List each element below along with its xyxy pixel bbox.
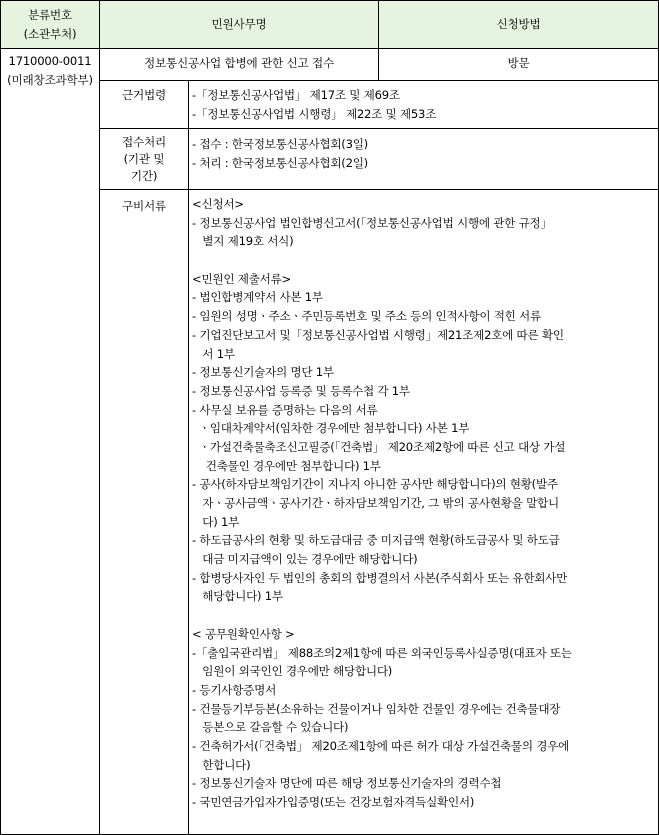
document-line: - 등기사항증명서 bbox=[192, 682, 277, 697]
document-line: - 건축허가서(「건축법」 제20조제1항에 따른 허가 대상 가설건축물의 경우에 bbox=[192, 738, 570, 753]
document-line: 등본으로 갈음할 수 있습니다) bbox=[192, 720, 349, 735]
legal-basis-label: 근거법령 bbox=[122, 88, 166, 102]
processing-label: 접수처리 bbox=[122, 135, 166, 149]
document-line: 건축물인 경우에만 첨부합니다) 1부 bbox=[192, 458, 381, 473]
document-line: - 기업진단보고서 및「정보통신공사업법 시행령」제21조제2호에 따른 확인 bbox=[192, 327, 564, 342]
header-method-cell bbox=[378, 0, 659, 49]
processing-content-cell bbox=[188, 128, 659, 190]
document-line: < 공무원확인사항 > bbox=[192, 626, 295, 641]
documents-content-cell bbox=[188, 189, 659, 835]
document-line: 해당합니다) 1부 bbox=[192, 589, 283, 604]
document-line: - 공사(하자담보책임기간이 지나지 아니한 공사만 해당합니다)의 현황(발주 bbox=[192, 477, 558, 492]
document-line: - 합병당사자인 두 법인의 총회의 합병결의서 사본(주식회사 또는 유한회사만 bbox=[192, 570, 568, 585]
document-line: - 정보통신기술자 명단에 따른 해당 정보통신기술자의 경력수첩 bbox=[192, 776, 502, 791]
header-method-label: 신청방법 bbox=[496, 17, 541, 31]
document-line: -「출입국관리법」 제88조의2제1항에 따른 외국인등록사실증명(대표자 또는 bbox=[192, 645, 572, 660]
service-name: 정보통신공사업 합병에 관한 신고 접수 bbox=[144, 56, 334, 70]
header-classification-cell bbox=[0, 0, 100, 49]
document-line: - 사무실 보유를 증명하는 다음의 서류 bbox=[192, 402, 378, 417]
documents-list bbox=[192, 195, 572, 812]
documents-label: 구비서류 bbox=[122, 199, 166, 213]
document-line: 서 1부 bbox=[192, 346, 235, 361]
application-method: 방문 bbox=[507, 56, 530, 70]
document-line: - 정보통신공사업 등록증 및 등록수첩 각 1부 bbox=[192, 383, 410, 398]
document-line: - 정보통신공사업 법인합병신고서(「정보통신공사업법 시행에 관한 규정」 bbox=[192, 215, 552, 230]
document-line: ㆍ가설건축물축조신고필증(「건축법」 제20조제2항에 따른 신고 대상 가설 bbox=[192, 439, 566, 454]
service-name-cell bbox=[99, 48, 379, 81]
document-line: 대금 미지급액이 있는 경우에만 해당합니다) bbox=[192, 552, 418, 567]
ministry-name: (미래창조과학부) bbox=[7, 73, 93, 87]
document-line: 다) 1부 bbox=[192, 514, 240, 529]
document-line: - 정보통신기술자의 명단 1부 bbox=[192, 365, 334, 380]
processing-label: (기관 및 bbox=[123, 152, 165, 166]
header-classification-label: 분류번호 bbox=[28, 7, 72, 22]
document-line: - 국민연금가입자가입증명(또는 건강보험자격득실확인서) bbox=[192, 795, 475, 809]
document-line: - 건물등기부등본(소유하는 건물이거나 임차한 건물인 경우에는 건축물대장 bbox=[192, 701, 561, 716]
processing-label-cell bbox=[99, 128, 189, 190]
documents-label-cell bbox=[99, 189, 189, 835]
processing-line: - 접수 : 한국정보통신공사협회(3일) bbox=[192, 137, 368, 151]
header-service-name-label: 민원사무명 bbox=[211, 17, 267, 31]
legal-basis-line: -「정보통신공사업법」 제17조 및 제69조 bbox=[192, 88, 400, 102]
document-line bbox=[192, 606, 572, 625]
document-line: - 임원의 성명ㆍ주소ㆍ주민등록번호 및 주소 등의 인적사항이 적힌 서류 bbox=[192, 309, 541, 324]
document-line: - 하도급공사의 현황 및 하도급대금 중 미지급액 현황(하도급공사 및 하도급 bbox=[192, 533, 560, 548]
document-line: <민원인 제출서류> bbox=[192, 271, 292, 286]
legal-basis-content-cell bbox=[188, 80, 659, 129]
document-line: ㆍ임대차계약서(임차한 경우에만 첨부합니다) 사본 1부 bbox=[192, 421, 470, 436]
document-line: 한합니다) bbox=[192, 757, 251, 772]
document-line: 임원이 외국인인 경우에만 해당합니다) bbox=[192, 664, 393, 679]
document-line: 별지 제19호 서식) bbox=[192, 234, 294, 249]
document-line: <신청서> bbox=[192, 197, 244, 211]
method-cell bbox=[378, 48, 659, 81]
header-ministry-label: (소관부처) bbox=[23, 26, 77, 41]
classification-code: 1710000-0011 bbox=[8, 54, 92, 68]
document-line: 자ㆍ공사금액ㆍ공사기간ㆍ하자담보책임기간, 그 밖의 공사현황을 말합니 bbox=[192, 496, 559, 510]
processing-line: - 처리 : 한국정보통신공사협회(2일) bbox=[192, 155, 368, 170]
document-line bbox=[192, 251, 572, 270]
classification-cell bbox=[0, 48, 100, 835]
legal-basis-line: -「정보통신공사업법 시행령」 제22조 및 제53조 bbox=[192, 106, 437, 121]
document-line: - 법인합병계약서 사본 1부 bbox=[192, 290, 323, 305]
header-service-name-cell bbox=[99, 0, 379, 49]
legal-basis-label-cell bbox=[99, 80, 189, 129]
processing-label: 기간) bbox=[130, 169, 158, 183]
